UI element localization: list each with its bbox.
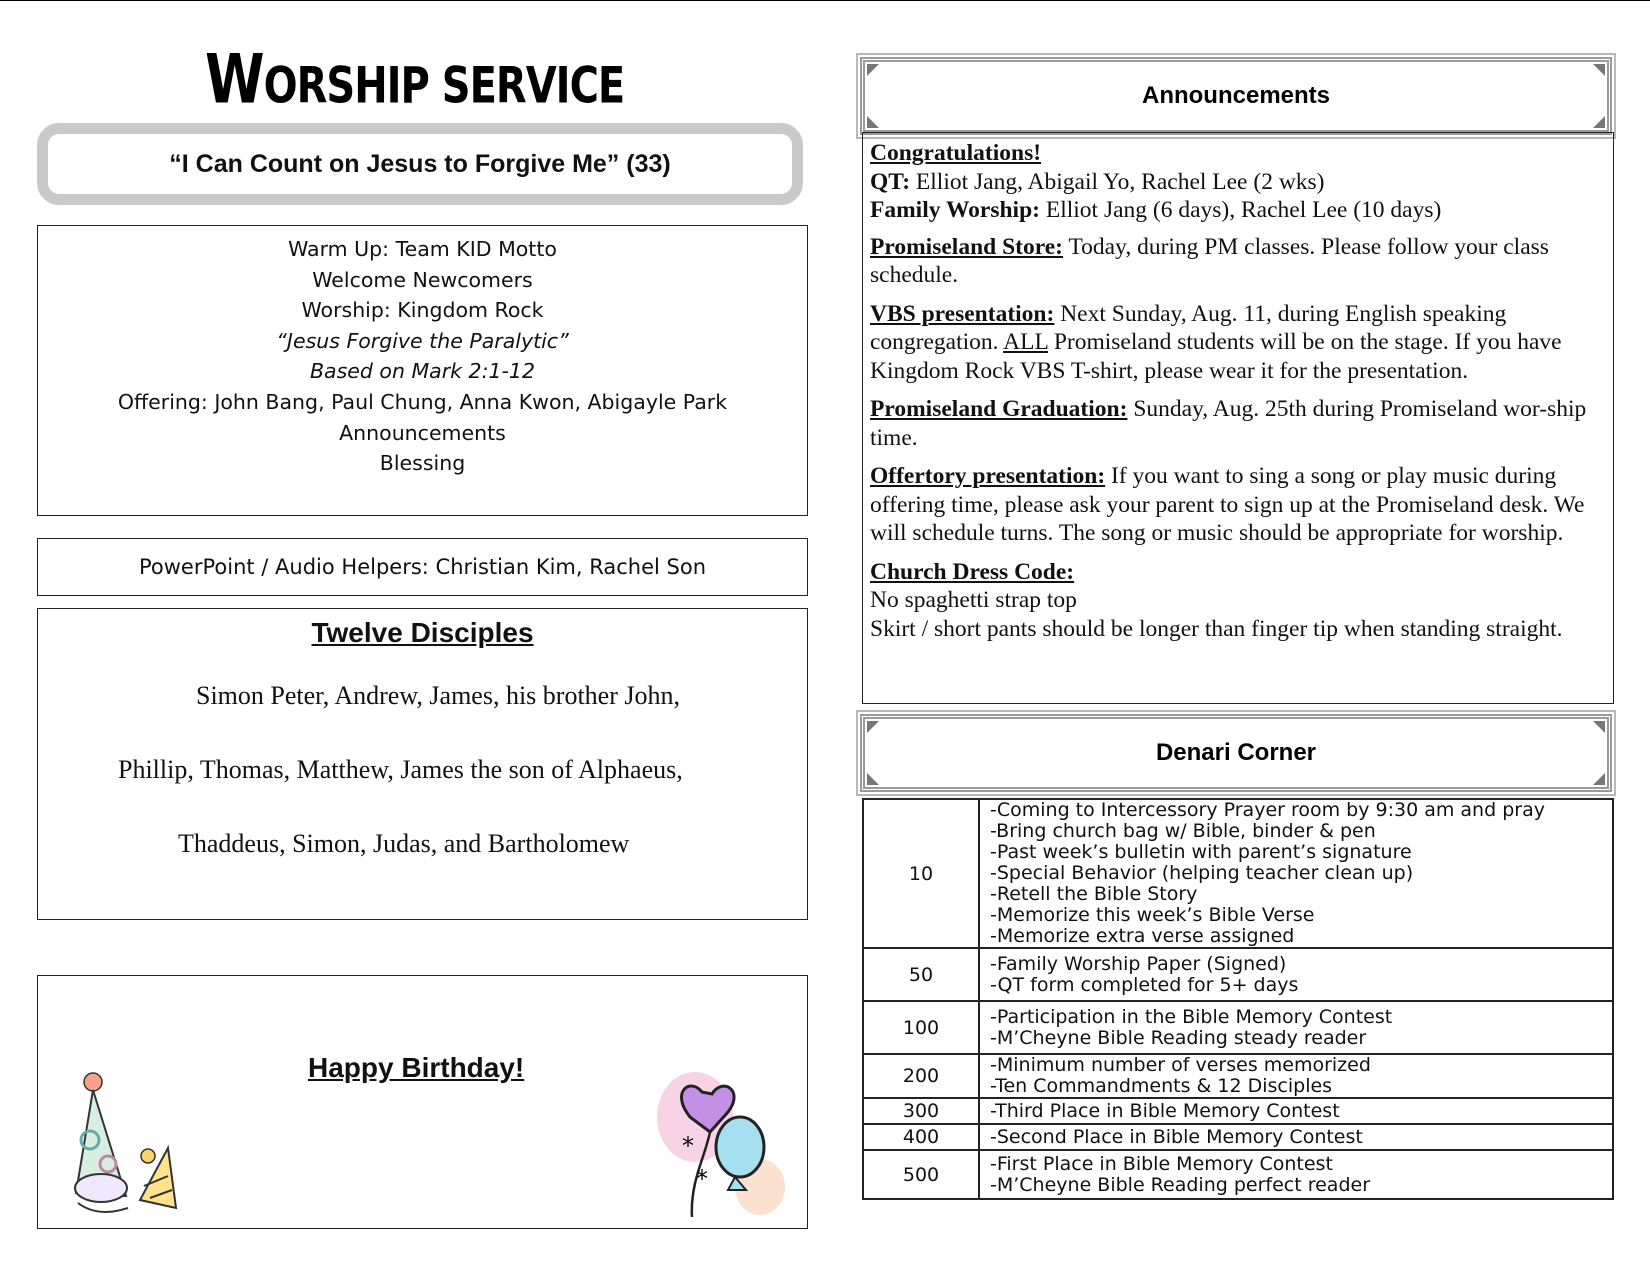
disciples-heading: Twelve Disciples	[311, 617, 534, 648]
order-item: Announcements	[339, 420, 506, 445]
denari-row	[863, 1054, 1613, 1098]
worship-service-title	[205, 40, 645, 119]
helpers-box	[37, 538, 808, 596]
graduation-text: Sunday, Aug. 25th during Promiseland wor-ship time.	[870, 396, 1587, 451]
denari-criteria	[979, 1001, 1613, 1054]
order-item: Based on Mark 2:1-12	[309, 359, 536, 384]
svg-text:*: *	[682, 1132, 694, 1160]
denari-criterion: -Special Behavior (helping teacher clean up)	[990, 862, 1414, 884]
sermon-theme: “I Can Count on Jesus to Forgive Me” (33)	[169, 149, 671, 178]
store-label: Promiseland Store:	[870, 233, 1063, 260]
disciples-line: Phillip, Thomas, Matthew, James the son of Alphaeus,	[118, 755, 683, 784]
graduation-announcement	[870, 395, 1607, 452]
denari-criterion: -Retell the Bible Story	[990, 883, 1198, 905]
denari-table	[862, 798, 1614, 1200]
denari-corner-banner	[860, 714, 1612, 792]
disciples-line: Simon Peter, Andrew, James, his brother John,	[196, 681, 680, 710]
denari-criterion: -M’Cheyne Bible Reading steady reader	[990, 1026, 1367, 1049]
graduation-label: Promiseland Graduation:	[870, 396, 1128, 422]
denari-points: 100	[863, 1001, 979, 1054]
denari-criterion: -Third Place in Bible Memory Contest	[990, 1099, 1340, 1122]
denari-criterion: -Second Place in Bible Memory Contest	[990, 1125, 1363, 1148]
order-item: Warm Up: Team KID Motto	[288, 237, 557, 261]
order-item: Worship: Kingdom Rock	[301, 298, 544, 323]
qt-label: QT:	[870, 168, 911, 195]
vbs-text: Next Sunday, Aug. 11, during English speaking congregation.	[870, 300, 1507, 355]
denari-criterion: -First Place in Bible Memory Contest	[990, 1152, 1333, 1175]
denari-criterion: -Memorize this week’s Bible Verse	[990, 904, 1315, 926]
dress-code-line: Skirt / short pants should be longer than finger tip when standing straight.	[870, 615, 1563, 642]
disciples-line: Thaddeus, Simon, Judas, and Bartholomew	[178, 829, 630, 858]
title-initial: W	[205, 40, 264, 119]
denari-row	[863, 1124, 1613, 1150]
qt-text: Elliot Jang, Abigail Yo, Rachel Lee (2 wks)	[910, 168, 1325, 195]
denari-points: 300	[863, 1098, 979, 1124]
birthday-heading: Happy Birthday!	[308, 1052, 525, 1083]
sermon-theme-banner	[37, 123, 803, 205]
announcements-heading: Announcements	[1141, 82, 1330, 109]
denari-points: 500	[863, 1150, 979, 1199]
dress-code-announcement	[870, 558, 1607, 644]
helpers-text: PowerPoint / Audio Helpers: Christian Kim, Rachel Son	[138, 555, 707, 579]
order-item: “Jesus Forgive the Paralytic”	[276, 328, 569, 353]
vbs-text-2: Promiseland students will be on the stage. If you have Kingdom Rock VBS T-shirt, please wear it for the presentation.	[870, 329, 1562, 384]
denari-heading: Denari Corner	[1155, 739, 1317, 766]
congratulations-label: Congratulations!	[870, 140, 1042, 166]
denari-criteria	[979, 1150, 1613, 1199]
denari-row	[863, 1150, 1613, 1199]
family-worship-label: Family Worship:	[870, 197, 1040, 223]
order-item: Offering: John Bang, Paul Chung, Anna Kwon, Abigayle Park	[117, 389, 728, 414]
denari-criteria	[979, 1098, 1613, 1124]
svg-text:*: *	[696, 1165, 708, 1193]
denari-criteria	[979, 1124, 1613, 1150]
denari-row	[863, 1098, 1613, 1124]
congratulations-block	[870, 139, 1607, 225]
denari-points: 200	[863, 1054, 979, 1098]
denari-criterion: -Minimum number of verses memorized	[990, 1054, 1371, 1076]
denari-criteria	[979, 1054, 1613, 1098]
order-item: Blessing	[379, 451, 466, 476]
denari-criterion: -Past week’s bulletin with parent’s signature	[990, 841, 1412, 863]
twelve-disciples-box	[37, 608, 808, 920]
title-rest: ORSHIP SERVICE	[263, 57, 625, 115]
dress-code-line: No spaghetti strap top	[870, 587, 1077, 613]
birthday-box	[37, 975, 808, 1229]
store-announcement	[870, 233, 1607, 290]
denari-criteria	[979, 948, 1613, 1001]
denari-points: 50	[863, 948, 979, 1001]
vbs-announcement	[870, 300, 1607, 386]
denari-criterion: -Coming to Intercessory Prayer room by 9:30 am and pray	[990, 799, 1545, 821]
denari-row	[863, 948, 1613, 1001]
announcements-banner	[860, 57, 1612, 135]
denari-criterion: -Participation in the Bible Memory Contest	[990, 1005, 1393, 1028]
top-rule	[0, 0, 1650, 1]
denari-criteria	[979, 799, 1613, 948]
family-worship-text: Elliot Jang (6 days), Rachel Lee (10 days)	[1039, 197, 1442, 223]
offertory-announcement	[870, 462, 1607, 548]
denari-criterion: -Ten Commandments & 12 Disciples	[990, 1075, 1333, 1097]
denari-row	[863, 1001, 1613, 1054]
denari-criterion: -QT form completed for 5+ days	[990, 973, 1299, 996]
denari-criterion: -M’Cheyne Bible Reading perfect reader	[990, 1173, 1371, 1196]
order-item: Welcome Newcomers	[312, 267, 533, 292]
denari-row	[863, 799, 1613, 948]
offertory-text: If you want to sing a song or play music during offering time, please ask your parent to sign up at the Promiseland desk. We will schedule turns. The song or music should be appropriate for worship.	[870, 463, 1585, 546]
denari-criterion: -Memorize extra verse assigned	[990, 925, 1295, 947]
order-of-service	[37, 225, 808, 516]
denari-criterion: -Family Worship Paper (Signed)	[990, 952, 1287, 975]
store-text: Today, during PM classes. Please follow your class schedule.	[870, 233, 1549, 288]
denari-points: 400	[863, 1124, 979, 1150]
denari-criterion: -Bring church bag w/ Bible, binder & pen	[990, 820, 1376, 842]
announcements-box	[862, 132, 1614, 704]
party-hats-icon	[68, 1068, 178, 1228]
vbs-all: ALL	[1003, 329, 1048, 355]
balloons-icon	[650, 1062, 790, 1222]
denari-points: 10	[863, 799, 979, 948]
vbs-label: VBS presentation:	[870, 300, 1055, 327]
dress-code-label: Church Dress Code:	[870, 558, 1075, 585]
offertory-label: Offertory presentation:	[870, 463, 1106, 489]
